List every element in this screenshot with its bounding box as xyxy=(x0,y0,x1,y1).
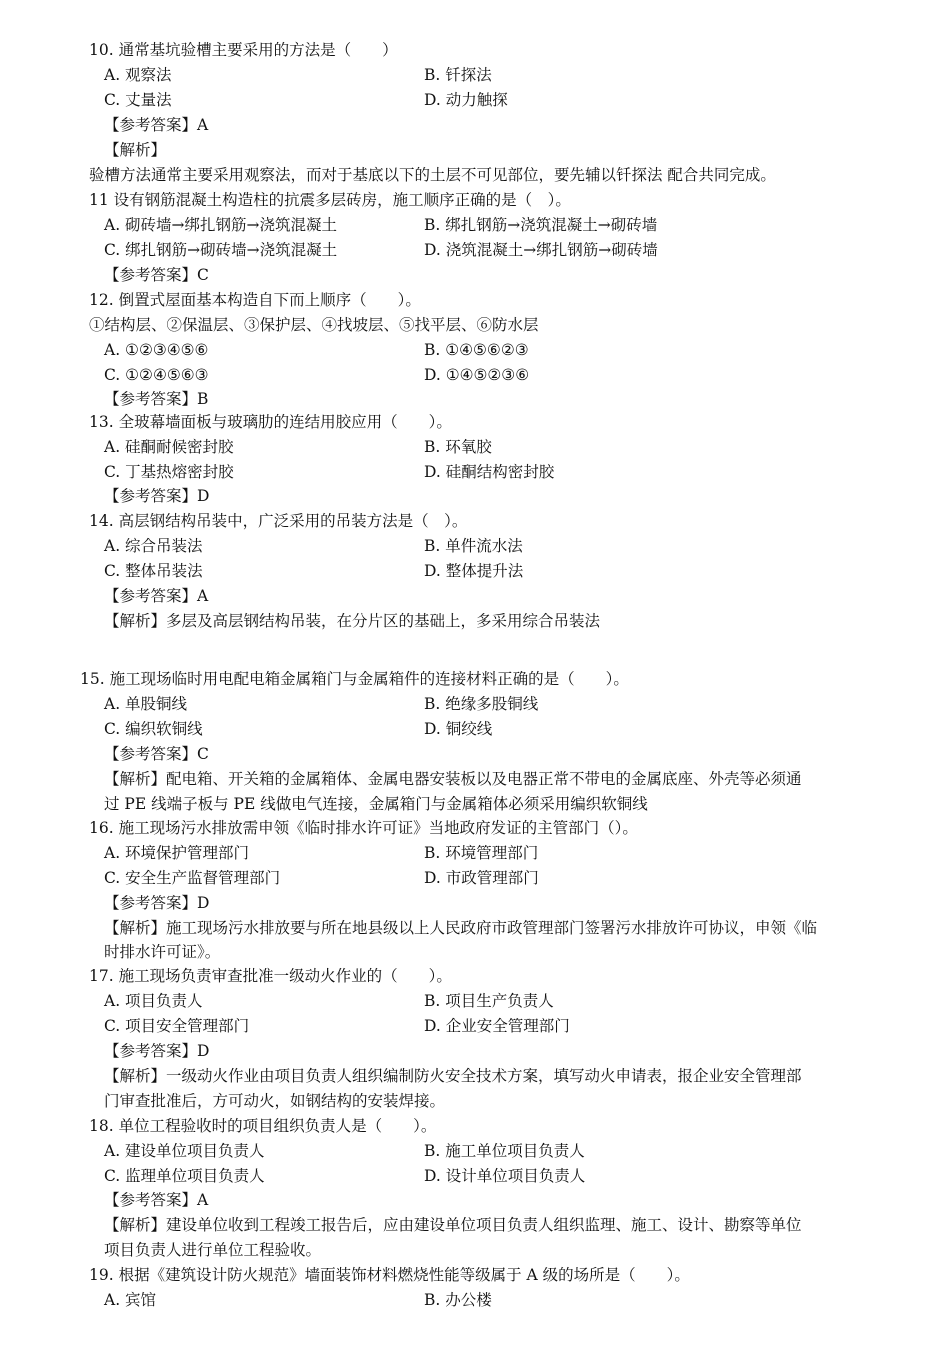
question-14-option-c: C. 整体吊装法 xyxy=(104,562,203,580)
question-13-option-b: B. 环氧胶 xyxy=(424,438,492,456)
question-11-option-d: D. 浇筑混凝土→绑扎钢筋→砌砖墙 xyxy=(424,241,658,259)
question-18-analysis-line2: 项目负责人进行单位工程验收。 xyxy=(104,1241,322,1259)
question-18-stem: 18. 单位工程验收时的项目组织负责人是（ ）。 xyxy=(89,1117,437,1135)
question-16-analysis-line2: 时排水许可证》。 xyxy=(104,943,221,961)
question-17-stem: 17. 施工现场负责审查批准一级动火作业的（ ）。 xyxy=(89,967,452,985)
question-13-stem: 13. 全玻幕墙面板与玻璃肋的连结用胶应用（ ）。 xyxy=(89,413,452,431)
question-10-analysis-label: 【解析】 xyxy=(104,141,167,159)
question-11-option-a: A. 砌砖墙→绑扎钢筋→浇筑混凝土 xyxy=(104,216,338,234)
question-17-analysis-line2: 门审查批准后，方可动火，如钢结构的安装焊接。 xyxy=(104,1092,446,1110)
question-13-answer: 【参考答案】D xyxy=(104,487,210,505)
question-10-option-d: D. 动力触探 xyxy=(424,91,508,109)
question-11-stem: 11 设有钢筋混凝土构造柱的抗震多层砖房，施工顺序正确的是（ ）。 xyxy=(89,191,571,209)
question-18-option-a: A. 建设单位项目负责人 xyxy=(104,1142,265,1160)
question-17-option-b: B. 项目生产负责人 xyxy=(424,992,554,1010)
question-15-option-a: A. 单股铜线 xyxy=(104,695,188,713)
question-10-option-a: A. 观察法 xyxy=(104,66,172,84)
question-15-option-c: C. 编织软铜线 xyxy=(104,720,203,738)
question-19-option-a: A. 宾馆 xyxy=(104,1291,157,1309)
question-14-analysis: 【解析】多层及高层钢结构吊装，在分片区的基础上，多采用综合吊装法 xyxy=(104,612,601,630)
question-10-option-b: B. 钎探法 xyxy=(424,66,492,84)
question-18-option-b: B. 施工单位项目负责人 xyxy=(424,1142,585,1160)
question-12-option-a: A. ①②③④⑤⑥ xyxy=(104,341,209,359)
question-17-answer: 【参考答案】D xyxy=(104,1042,210,1060)
question-12-answer: 【参考答案】B xyxy=(104,390,209,408)
question-11-option-b: B. 绑扎钢筋→浇筑混凝土→砌砖墙 xyxy=(424,216,658,234)
question-16-option-d: D. 市政管理部门 xyxy=(424,869,539,887)
question-13-option-a: A. 硅酮耐候密封胶 xyxy=(104,438,234,456)
question-14-option-a: A. 综合吊装法 xyxy=(104,537,203,555)
question-15-option-b: B. 绝缘多股铜线 xyxy=(424,695,539,713)
question-17-analysis-line1: 【解析】一级动火作业由项目负责人组织编制防火安全技术方案，填写动火申请表，报企业安全管理部 xyxy=(104,1067,802,1085)
question-10-analysis-text: 验槽方法通常主要采用观察法，而对于基底以下的土层不可见部位，要先辅以钎探法 配合共同完成。 xyxy=(89,166,776,184)
question-16-option-a: A. 环境保护管理部门 xyxy=(104,844,250,862)
question-17-option-c: C. 项目安全管理部门 xyxy=(104,1017,250,1035)
question-14-stem: 14. 高层钢结构吊装中，广泛采用的吊装方法是（ ）。 xyxy=(89,512,468,530)
question-15-answer: 【参考答案】C xyxy=(104,745,209,763)
question-11-option-c: C. 绑扎钢筋→砌砖墙→浇筑混凝土 xyxy=(104,241,338,259)
question-12-stem: 12. 倒置式屋面基本构造自下而上顺序（ ）。 xyxy=(89,291,421,309)
question-15-analysis-line1: 【解析】配电箱、开关箱的金属箱体、金属电器安装板以及电器正常不带电的金属底座、外壳等必须通 xyxy=(104,770,802,788)
question-17-option-a: A. 项目负责人 xyxy=(104,992,203,1010)
question-19-stem: 19. 根据《建筑设计防火规范》墙面装饰材料燃烧性能等级属于 A 级的场所是（ ）。 xyxy=(89,1266,690,1284)
question-18-option-d: D. 设计单位项目负责人 xyxy=(424,1167,586,1185)
question-16-analysis-line1: 【解析】施工现场污水排放要与所在地县级以上人民政府市政管理部门签署污水排放许可协议，申领《临 xyxy=(104,919,818,937)
question-12-option-c: C. ①②④⑤⑥③ xyxy=(104,366,209,384)
question-12-option-d: D. ①④⑤②③⑥ xyxy=(424,366,530,384)
question-10-answer: 【参考答案】A xyxy=(104,116,209,134)
question-18-option-c: C. 监理单位项目负责人 xyxy=(104,1167,265,1185)
question-15-analysis-line2: 过 PE 线端子板与 PE 线做电气连接，金属箱门与金属箱体必须采用编织软铜线 xyxy=(104,795,648,813)
question-15-stem: 15. 施工现场临时用电配电箱金属箱门与金属箱件的连接材料正确的是（ ）。 xyxy=(80,670,629,688)
question-10-option-c: C. 丈量法 xyxy=(104,91,172,109)
question-15-option-d: D. 铜绞线 xyxy=(424,720,493,738)
question-14-answer: 【参考答案】A xyxy=(104,587,209,605)
question-13-option-d: D. 硅酮结构密封胶 xyxy=(424,463,555,481)
question-18-answer: 【参考答案】A xyxy=(104,1191,209,1209)
question-16-stem: 16. 施工现场污水排放需申领《临时排水许可证》当地政府发证的主管部门（）。 xyxy=(89,819,638,837)
question-14-option-b: B. 单件流水法 xyxy=(424,537,523,555)
question-13-option-c: C. 丁基热熔密封胶 xyxy=(104,463,234,481)
question-14-option-d: D. 整体提升法 xyxy=(424,562,524,580)
question-19-option-b: B. 办公楼 xyxy=(424,1291,492,1309)
question-10-stem: 10. 通常基坑验槽主要采用的方法是（ ） xyxy=(89,41,398,59)
question-11-answer: 【参考答案】C xyxy=(104,266,209,284)
question-16-option-b: B. 环境管理部门 xyxy=(424,844,539,862)
question-12-note: ①结构层、②保温层、③保护层、④找坡层、⑤找平层、⑥防水层 xyxy=(89,316,539,334)
question-17-option-d: D. 企业安全管理部门 xyxy=(424,1017,570,1035)
question-16-option-c: C. 安全生产监督管理部门 xyxy=(104,869,281,887)
question-18-analysis-line1: 【解析】建设单位收到工程竣工报告后，应由建设单位项目负责人组织监理、施工、设计、勘察等单位 xyxy=(104,1216,802,1234)
question-16-answer: 【参考答案】D xyxy=(104,894,210,912)
question-12-option-b: B. ①④⑤⑥②③ xyxy=(424,341,529,359)
